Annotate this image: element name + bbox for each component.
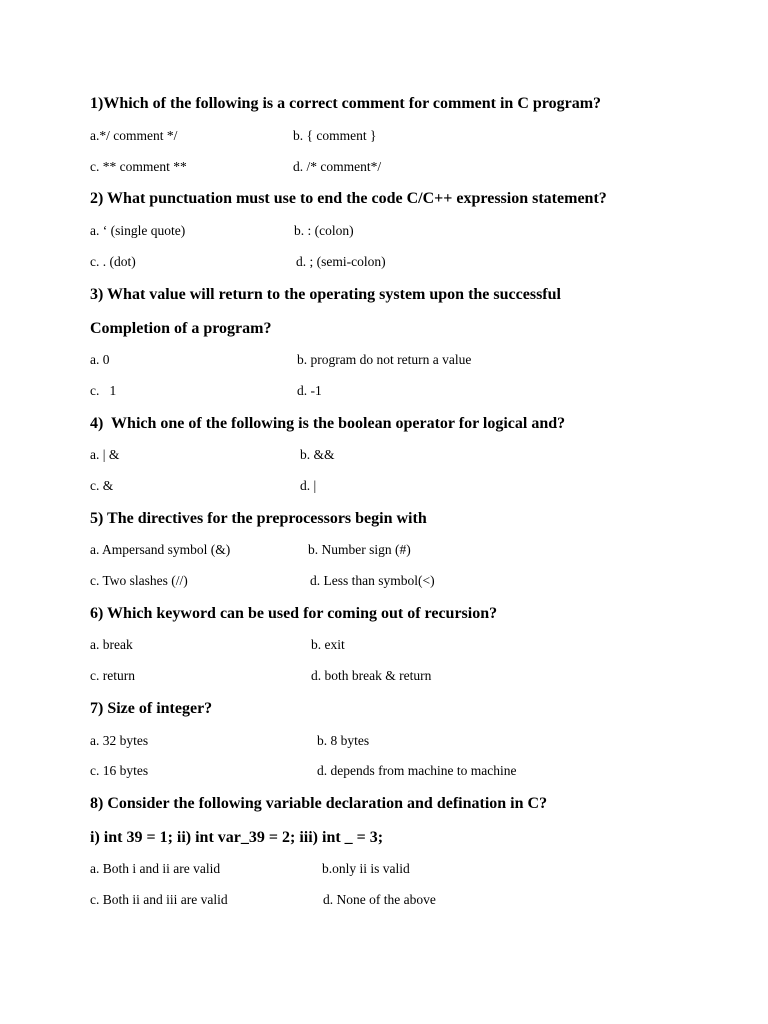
q3-option-d: d. -1 — [297, 383, 322, 398]
q6-option-d: d. both break & return — [311, 668, 432, 683]
q4-option-a: a. | & — [90, 447, 120, 462]
question-7: 7) Size of integer? — [90, 700, 213, 717]
q7-option-c: c. 16 bytes — [90, 763, 149, 778]
q1-option-b: b. { comment } — [293, 128, 377, 143]
q2-option-d: d. ; (semi-colon) — [296, 254, 386, 269]
question-3-line-1: 3) What value will return to the operating system upon the successful — [90, 286, 561, 303]
q3-option-b: b. program do not return a value — [297, 352, 472, 367]
q8-option-b: b.only ii is valid — [322, 861, 410, 876]
q8-option-d: d. None of the above — [323, 892, 436, 907]
question-8-line-1: 8) Consider the following variable declaration and defination in C? — [90, 795, 548, 812]
q4-option-d: d. | — [300, 478, 317, 493]
q7-option-a: a. 32 bytes — [90, 733, 149, 748]
q5-option-b: b. Number sign (#) — [308, 542, 411, 557]
q2-option-a: a. ‘ (single quote) — [90, 223, 186, 238]
q3-option-a: a. 0 — [90, 352, 110, 367]
q7-option-d: d. depends from machine to machine — [317, 763, 517, 778]
q6-option-b: b. exit — [311, 637, 345, 652]
q7-option-b: b. 8 bytes — [317, 733, 370, 748]
q1-option-d: d. /* comment*/ — [293, 159, 382, 174]
q1-option-c: c. ** comment ** — [90, 159, 187, 174]
q4-option-c: c. & — [90, 478, 114, 493]
q5-option-a: a. Ampersand symbol (&) — [90, 542, 231, 557]
question-2: 2) What punctuation must use to end the code C/C++ expression statement? — [90, 190, 607, 207]
question-5: 5) The directives for the preprocessors begin with — [90, 510, 427, 527]
q4-option-b: b. && — [300, 447, 335, 462]
q6-option-a: a. break — [90, 637, 133, 652]
q1-option-a: a.*/ comment */ — [90, 128, 178, 143]
question-4: 4) Which one of the following is the boolean operator for logical and? — [90, 415, 566, 432]
q8-option-a: a. Both i and ii are valid — [90, 861, 221, 876]
question-3-line-2: Completion of a program? — [90, 320, 272, 337]
q6-option-c: c. return — [90, 668, 135, 683]
question-1: 1)Which of the following is a correct comment for comment in C program? — [90, 95, 602, 112]
question-6: 6) Which keyword can be used for coming out of recursion? — [90, 605, 498, 622]
q3-option-c: c. 1 — [90, 383, 117, 398]
question-8-line-2: i) int 39 = 1; ii) int var_39 = 2; iii) int _ = 3; — [90, 829, 384, 846]
q5-option-d: d. Less than symbol(<) — [310, 573, 435, 588]
q5-option-c: c. Two slashes (//) — [90, 573, 188, 588]
q2-option-c: c. . (dot) — [90, 254, 136, 269]
q8-option-c: c. Both ii and iii are valid — [90, 892, 228, 907]
q2-option-b: b. : (colon) — [294, 223, 354, 238]
